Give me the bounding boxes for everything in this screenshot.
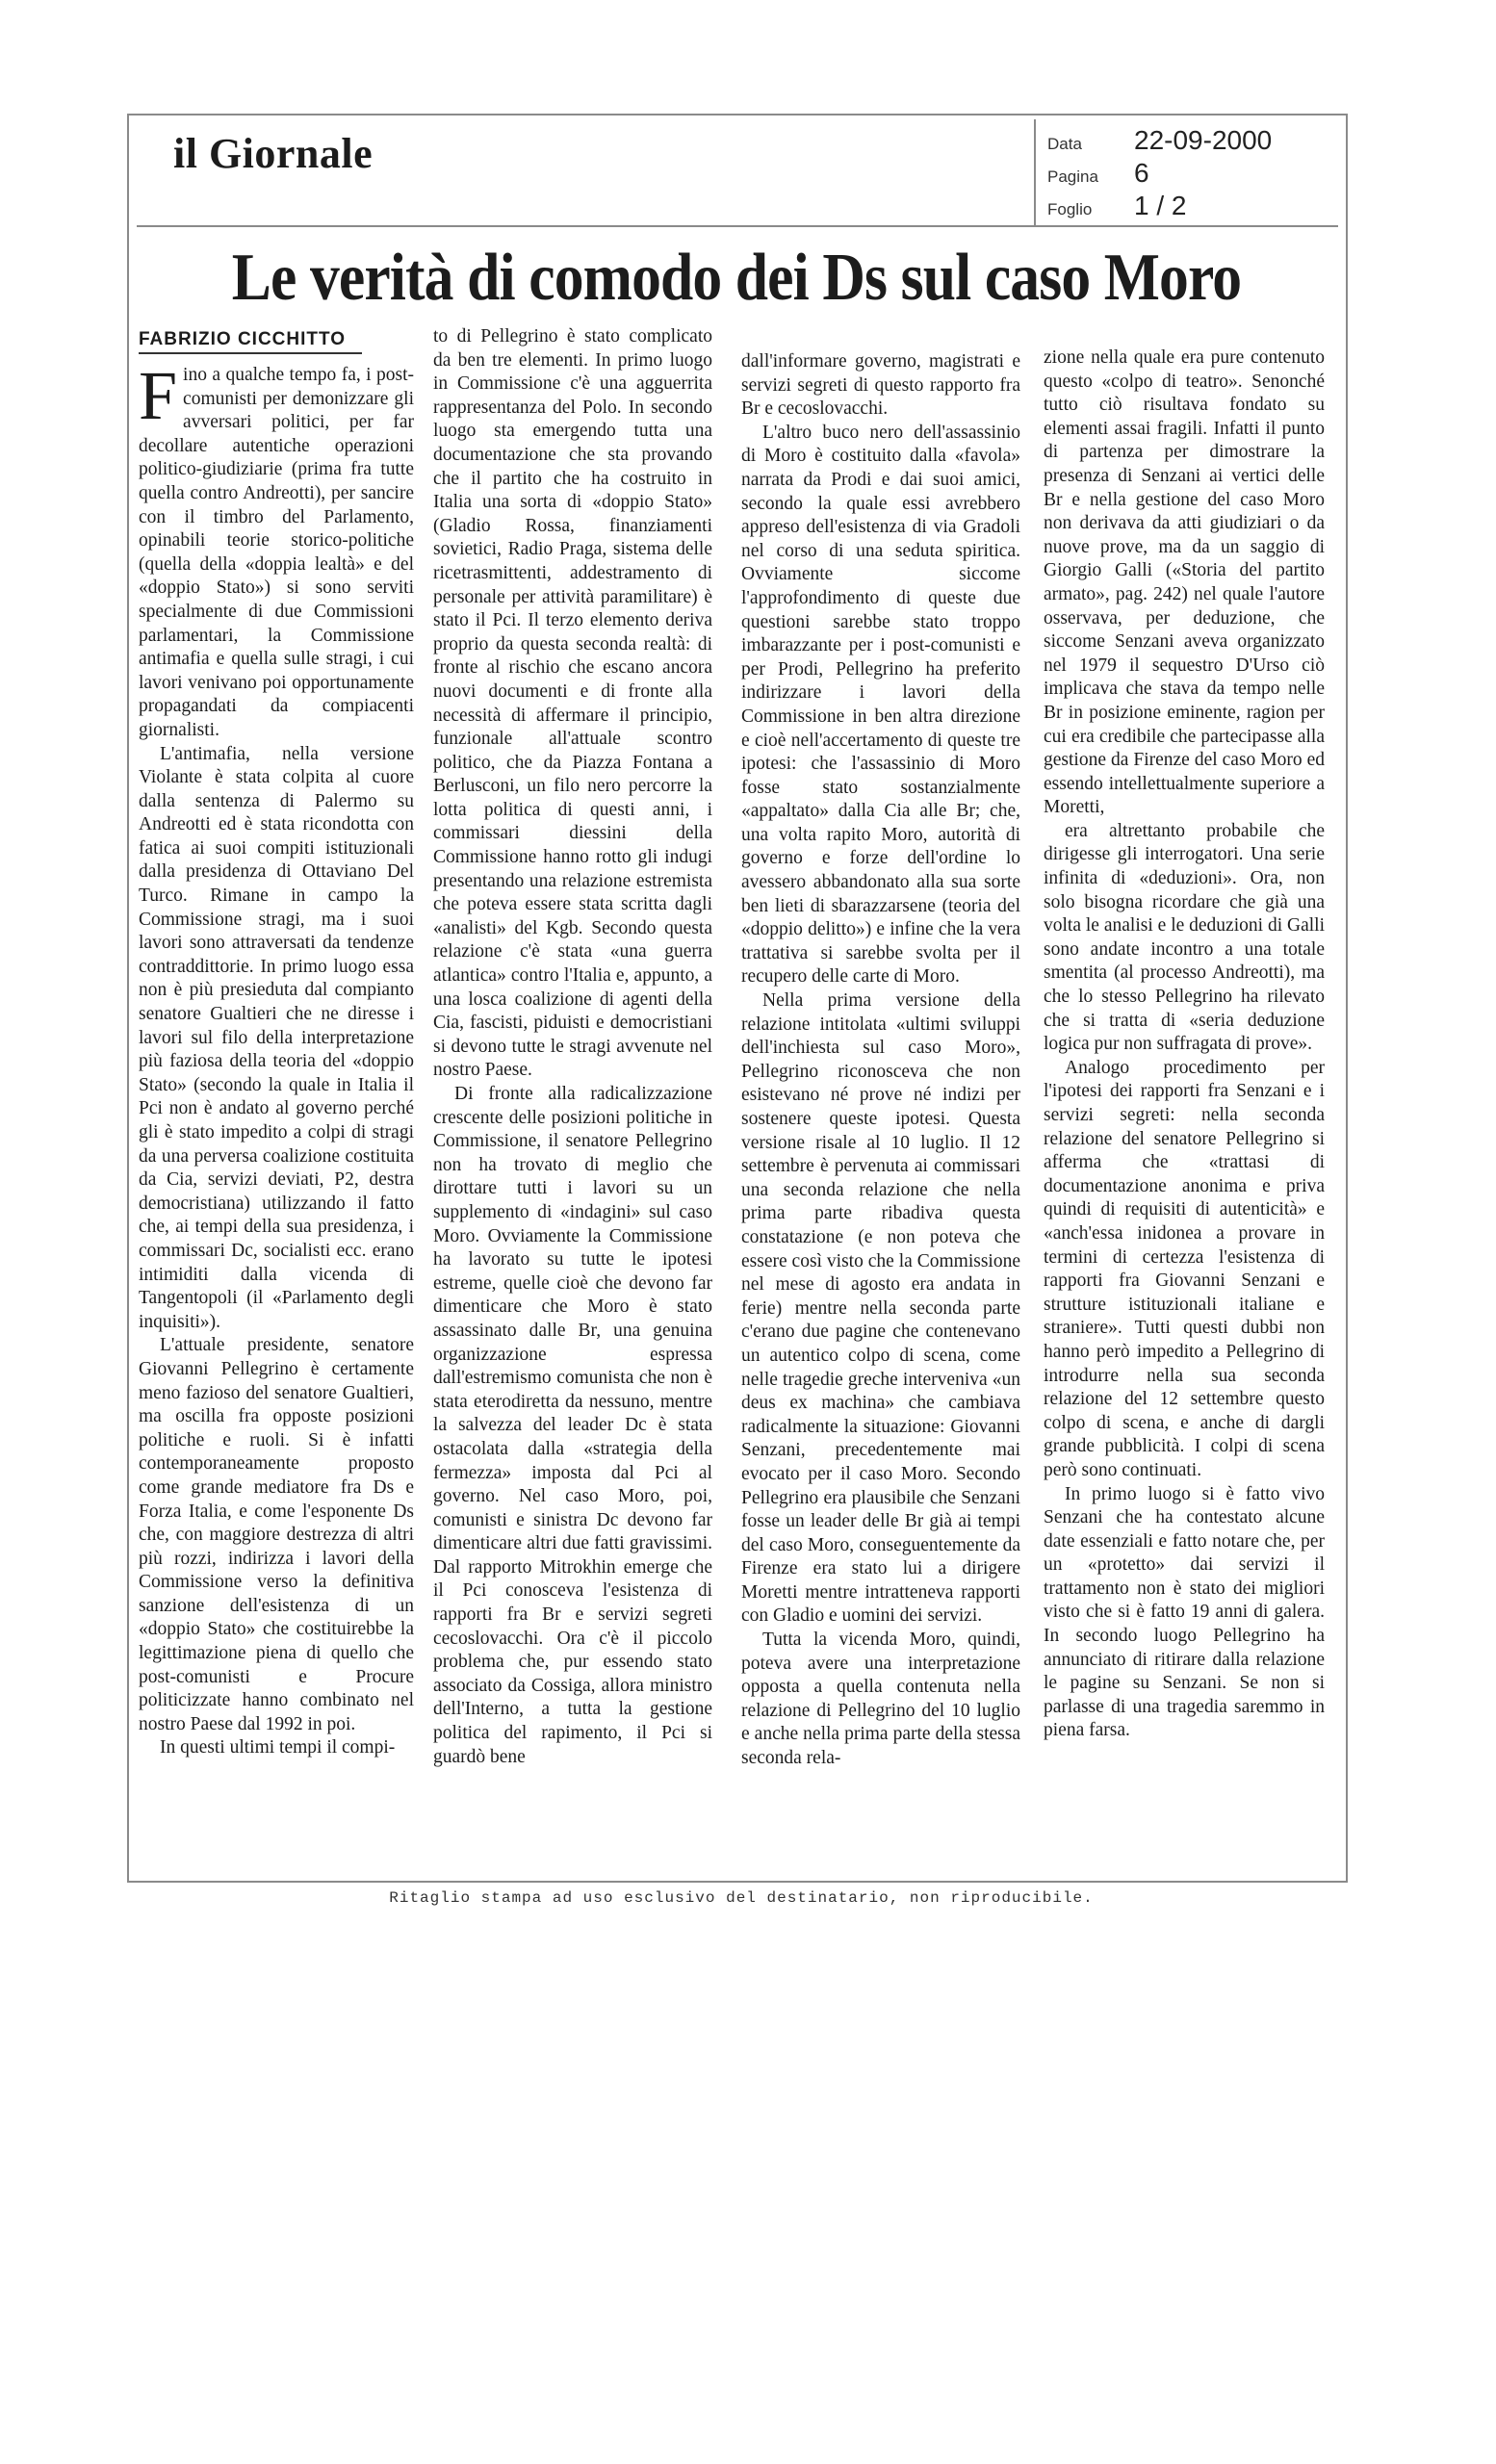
paragraph: L'attuale presidente, senatore Giovanni Pellegrino è certamente meno fazioso del senatore Gualtieri, ma oscilla fra opposte posizioni politiche e ruoli. Si è infatti contemporaneamente proposto come grande mediatore fra Ds e Forza Italia, e come l'esponente Ds che, con maggiore destrezza di altri più rozzi, indirizza i lavori della Commissione verso la definitiva sanzione dell'esistenza di un «doppio Stato» che costituirebbe la legittimazione piena di quello che post-comunisti e Procure politicizzate hanno combinato nel nostro Paese dal 1992 in poi. <box>139 1335 414 1734</box>
paragraph: to di Pellegrino è stato complicato da ben tre elementi. In primo luogo in Commissione c'è una agguerrita rappresentanza del Polo. In secondo luogo sta emergendo tutta una documentazione che sta provando che il partito che ha costruito in Italia una sorta di «doppio Stato» (Gladio Rossa, finanziamenti sovietici, Radio Praga, sistema delle ricetrasmittenti, addestramento di personale per attività paramilitare) è stato il Pci. Il terzo elemento deriva proprio da questa seconda realtà: di fronte al rischio che escano ancora nuovi documenti e di fronte alla necessità di affermare il principio, funzionale all'attuale scontro politico, che da Piazza Fontana a Berlusconi, un filo nero percorre la lotta politica di questi anni, i commissari diessini della Commissione hanno rotto gli indugi presentando una relazione estremista che poteva essere stata scritta dagli «analisti» del Kgb. Secondo questa relazione c'è stata «una guerra atlantica» contro l'Italia e, appunto, a una losca coalizione di agenti della Cia, fascisti, piduisti e democristiani si devono tutte le stragi avvenute nel nostro Paese. <box>433 326 712 1081</box>
meta-sheet-row <box>1047 191 1336 223</box>
page-value: 6 <box>1134 158 1149 188</box>
paragraph <box>139 357 414 743</box>
paragraph-text: ino a qualche tempo fa, i post-comunisti per demonizzare gli avversari politici, per far decollare autentiche operazioni politico-giudiziarie (prima fra tutte quella contro Andreotti), per sancire con il timbro del Parlamento, opinabili teorie storico-politiche (quella della «doppia lealtà» e del «doppio Stato») si sono serviti specialmente di due Commissioni parlamentari, la Commissione antimafia e quella sulle stragi, i cui lavori venivano poi opportunamente propagandati da compiacenti giornalisti. <box>139 365 414 740</box>
page-label: Pagina <box>1047 167 1098 186</box>
date-label: Data <box>1047 135 1082 153</box>
date-value: 22-09-2000 <box>1134 125 1273 155</box>
sheet-value: 1 / 2 <box>1134 191 1187 220</box>
drop-cap: F <box>139 357 178 434</box>
paragraph: Tutta la vicenda Moro, quindi, poteva avere una interpretazione opposta a quella contenuta nella relazione di Pellegrino del 10 luglio e anche nella prima parte della stessa seconda rela- <box>741 1630 1020 1769</box>
article-column-3 <box>741 350 1020 1771</box>
article-column-4 <box>1044 346 1325 1743</box>
newspaper-name: il Giornale <box>173 130 374 177</box>
article-headline: Le verità di comodo dei Ds sul caso Moro <box>231 241 1242 315</box>
paragraph: era altrettanto probabile che dirigesse gli interrogatori. Una serie infinita di «deduzioni». Ora, non solo bisogna ricordare che già una volta le analisi e le deduzioni di Galli sono andate incontro a una totale smentita (al processo Andreotti), ma che lo stesso Pellegrino ha rilevato che si tratta di «seria deduzione logica pur non suffragata di prove». <box>1044 820 1325 1055</box>
meta-page-row <box>1047 158 1336 191</box>
paragraph: L'antimafia, nella versione Violante è stata colpita al cuore dalla sentenza di Palermo su Andreotti ed è stata ricondotta con fatica ai suoi compiti istituzionali dalla presidenza di Ottaviano Del Turco. Rimane in campo la Commissione stragi, ma i suoi lavori sono attraversati da tendenze contraddittorie. In primo luogo essa non è più presieduta dal compianto senatore Gualtieri che ne diresse i lavori sul filo della interpretazione più faziosa della teoria del «doppio Stato» (secondo la quale in Italia il Pci non è andato al governo perché gli è stato impedito a colpi di stragi da una perversa coalizione costituita da Cia, servizi deviati, P2, destra democristiana) utilizzando il fatto che, ai tempi della sua presidenza, i commissari Dc, socialisti ecc. erano intimiditi dalla vicenda di Tangentopoli (il «Parlamento degli inquisiti»). <box>139 743 414 1332</box>
masthead <box>137 119 1338 227</box>
meta-date-row <box>1047 125 1336 158</box>
paragraph: dall'informare governo, magistrati e servizi segreti di questo rapporto fra Br e cecoslovacchi. <box>741 351 1020 420</box>
article-column-2 <box>433 325 712 1769</box>
paragraph: zione nella quale era pure contenuto questo «colpo di teatro». Senonché tutto ciò risultava fondato su elementi assai fragili. Infatti il punto di partenza per dimostrare la presenza di Senzani ai vertici delle Br e nella gestione del caso Moro non derivava da atti giudiziari o da nuove prove, ma da un saggio di Giorgio Galli («Storia del partito armato», pag. 242) nel quale l'autore osservava, per deduzione, che siccome Senzani aveva organizzato nel 1979 il sequestro D'Urso ciò implicava che stava da tempo nelle Br in posizione eminente, ragion per cui era credibile che partecipasse alla gestione da Firenze del caso Moro ed essendo intellettualmente superiore a Moretti, <box>1044 347 1325 818</box>
clipping-meta-box <box>1034 119 1338 225</box>
reproduction-notice: Ritaglio stampa ad uso esclusivo del destinatario, non riproducibile. <box>389 1889 1094 1907</box>
paragraph: Analogo procedimento per l'ipotesi dei rapporti fra Senzani e i servizi segreti: nella seconda relazione del senatore Pellegrino si afferma che «trattasi di documentazione anonima e priva quindi di requisiti di autenticità» e «anch'essa inidonea a provare in termini di certezza l'esistenza di rapporti fra Giovanni Senzani e strutture istituzionali italiane e straniere». Tutti questi dubbi non hanno però impedito a Pellegrino di introdurre nella sua seconda relazione del 12 settembre questo colpo di scena, e anche di dargli grande pubblicità. I colpi di scena però sono continuati. <box>1044 1057 1325 1480</box>
article-byline: FABRIZIO CICCHITTO <box>139 329 347 349</box>
article-column-1 <box>139 357 414 1760</box>
byline-rule <box>139 352 362 354</box>
paragraph: In questi ultimi tempi il compi- <box>160 1737 396 1758</box>
paragraph: Nella prima versione della relazione intitolata «ultimi sviluppi dell'inchiesta sul caso Moro», Pellegrino riconosceva che non esistevano né prove né indizi per sostenere queste ipotesi. Questa versione risale al 10 luglio. Il 12 settembre è pervenuta ai commissari una seconda relazione che nella prima parte ribadiva questa constatazione (e non poteva che essere così visto che la Commissione nel mese di agosto era andata in ferie) mentre nella seconda parte c'erano due pagine che contenevano un autentico colpo di scena, come nelle tragedie greche interveniva «un deus ex machina» che cambiava radicalmente la situazione: Giovanni Senzani, precedentemente mai evocato per il caso Moro. Secondo Pellegrino era plausibile che Senzani fosse un leader delle Br già ai tempi del caso Moro, conseguentemente da Firenze era stato lui a dirigere Moretti mentre intratteneva rapporti con Gladio e uomini dei servizi. <box>741 990 1020 1627</box>
sheet-label: Foglio <box>1047 200 1093 218</box>
paragraph: L'altro buco nero dell'assassinio di Moro è costituito dalla «favola» narrata da Prodi e dai suoi amici, secondo la quale essi avrebbero appreso dell'esistenza di via Gradoli nel corso di una seduta spiritica. Ovviamente siccome l'approfondimento di queste due questioni sarebbe stato troppo imbarazzante per i post-comunisti e per Prodi, Pellegrino ha preferito indirizzare i lavori della Commissione in ben altra direzione e cioè nell'accertamento di queste tre ipotesi: che l'assassinio di Moro fosse stato sostanzialmente «appaltato» dalla Cia alle Br; che, una volta rapito Moro, autorità di governo e forze dell'ordine lo avessero abbandonato alla sua sorte ben lieti di sbarazzarsene (teoria del «doppio delitto») e infine che la vera trattativa si sarebbe svolta per il recupero delle carte di Moro. <box>741 422 1020 988</box>
paragraph: Di fronte alla radicalizzazione crescente delle posizioni politiche in Commissione, il senatore Pellegrino non ha trovato di meglio che dirottare tutti i lavori su un supplemento di «indagini» sul caso Moro. Ovviamente la Commissione ha lavorato su tutte le ipotesi estreme, quelle cioè che devono far dimenticare che Moro è stato assassinato dalle Br, una genuina organizzazione espressa dall'estremismo comunista che non è stata eterodiretta da nessuno, mentre la salvezza del leader Dc è stata ostacolata dalla «strategia della fermezza» imposta dal Pci al governo. Nel caso Moro, poi, comunisti e sinistra Dc devono far dimenticare altri due fatti gravissimi. Dal rapporto Mitrokhin emerge che il Pci conosceva l'esistenza di rapporti fra Br e servizi segreti cecoslovacchi. Ora c'è il piccolo problema che, pur essendo stato associato da Cossiga, allora ministro dell'Interno, a tutta la gestione politica del rapimento, il Pci si guardò bene <box>433 1084 712 1767</box>
paragraph: In primo luogo si è fatto vivo Senzani che ha contestato alcune date essenziali e fatto notare che, per un «protetto» dai servizi il trattamento non è stato dei migliori visto che si è fatto 19 anni di galera. In secondo luogo Pellegrino ha annunciato di ritirare dalla relazione le pagine su Senzani. Se non si parlasse di una tragedia saremmo in piena farsa. <box>1044 1483 1325 1741</box>
